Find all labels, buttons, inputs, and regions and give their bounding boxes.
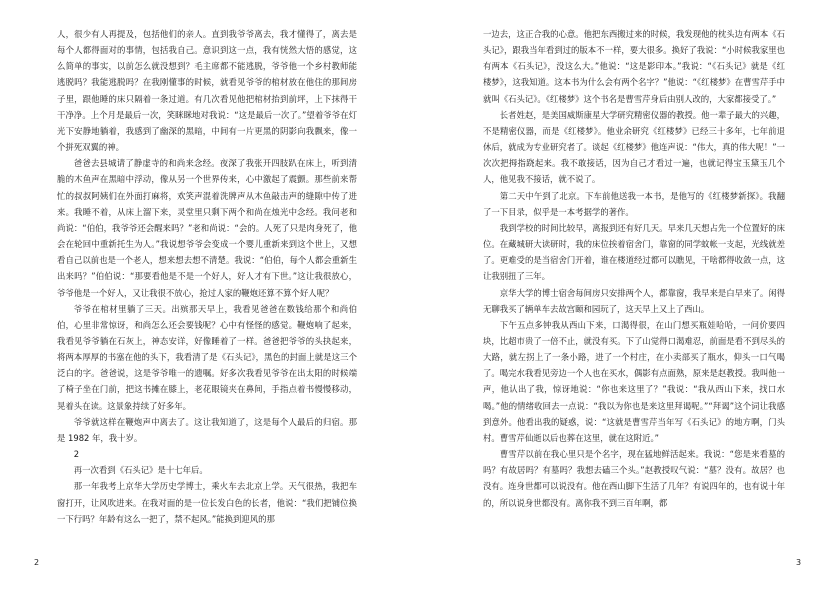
left-page-text	[57, 26, 357, 527]
paragraph: 我到学校的时间比较早，离报到还有好几天。早来几天想占先一个位置好的床位。在藏城研大读研时，我的床位挨着宿舍门，靠窗的同学蚊帐一支起，光线就差了。更难受的是当宿舍门开着，谁在楼道经过都可以瞧见，干啥都得收敛一点，这让我别扭了三年。	[483, 222, 785, 282]
paragraph: 京华大学的博士宿舍每间房只安排两个人，都靠窗，我早来是白早来了。闲得无聊我买了辆单车去故宫颐和园玩了，这天早上又上了西山。	[483, 287, 785, 314]
paragraph: 人，很少有人再提及，包括他们的亲人。直到我爷爷离去，我才懂得了，离去是每个人都得面对的事情，包括我自己。意识到这一点，我有恍然大悟的感觉，这么简单的事实，以前怎么就没想到？毛主席都不能逃脱，爷爷他一个乡村教师能逃脱吗？我能逃脱吗？在我刚懂事的时候，就看见爷爷的棺材放在他住的那间房子里，跟他睡的床只隔着一条过道。有几次看见他把棺材抬到前坪，上下抹得干干净净。上个月是最后一次，笑眯眯地对我说：“这是最后一次了。”望着爷爷在灯光下安静地躺着，我感到了幽深的黑暗，中间有一片更黑的阴影向我飘来，像一个拼死双翼的神。	[57, 29, 357, 153]
paragraph: 曹雪芹以前在我心里只是个名字，现在猛地鲜活起来。我说：“您是来看墓的吗？有故居吗？有墓吗？我想去磕三个头。”赵教授叹气说：“墓？没有。故居？也没有。连身世都可以说没有。他在西山脚下生活了几年？有说四年的，也有说十年的，所以说身世都没有。离你我不到三百年啊，都	[483, 449, 785, 508]
section-number: 2	[73, 449, 80, 460]
page-number: 2	[34, 558, 40, 567]
paragraph: 第二天中午到了北京。下车前他送我一本书，是他写的《红楼梦新探》。我翻了一下目录，似乎是一本考据学的著作。	[483, 190, 785, 217]
paragraph: 爷爷就这样在鞭炮声中离去了。这让我知道了，这是每个人最后的归宿。那是 1982 年，我十岁。	[57, 416, 357, 443]
paragraph: 爷爷在棺材里躺了三天。出殡那天早上，我看见爸爸在数钱给那个和尚伯伯，心里非常惊讶，和尚怎么还会要钱呢？心中有怪怪的感觉。鞭炮响了起来，我看见爷爷躺在石灰上，神态安详，好像睡着了一样。爸爸把爷爷的头抉起来，将两本厚厚的书塞在他的头下，我看清了是《石头记》，黑色的封面上就是这三个泛白的字。爸爸说，这是爷爷唯一的遗嘱。好多次我看见爷爷在出太阳的时候端了椅子坐在门前，把这书摊在膝上，老花眼镜夹在鼻间，手指点着书慢慢移动，晃着头在读。这景象持续了好多年。	[57, 303, 357, 411]
paragraph: 一边去，这正合我的心意。他把东西搬过来的时候，我发现他的枕头边有两本《石头记》，跟我当年看到过的版本不一样，要大很多。换好了我说：“小时候我家里也有两本《石头记》，没这么大。”他说：“这是影印本。”我说：“《石头记》就是《红楼梦》，这我知道。这本书为什么会有两个名字？”他说：“《红楼梦》在曹雪芹手中就叫《石头记》。《红楼梦》这个书名是曹雪芹身后由别人改的，大家都接受了。”	[483, 29, 785, 104]
right-page	[420, 0, 840, 596]
paragraph: 下午五点多钟我从西山下来，口渴得很，在山门想买瓶娃哈哈，一问价要四块，比超市贵了一倍不止，就没有买。下了山觉得口渴难忍，前面是看不到尽头的大路，就左拐上了一条小路，进了一个村庄，在小卖部买了瓶水，仰头一口气喝了。喝完水我看见旁边一个人也在买水，偶影有点面熟，原来是赵教授。我叫他一声，他认出了我，惊讶地说：“你也来这里了？”我说：“我从西山下来，找口水喝。”他的情绪收回去一点说：“我以为你也是来这里拜谒呢。”“拜谒”这个词让我感到意外。他看出我的疑惑，说：“这就是曹雪芹当年写《石头记》的地方啊，门头村。曹雪芹仙逝以后也葬在这里，就在这附近。”	[483, 319, 785, 443]
paragraph: 爸爸去县城请了静虚寺的和尚来念经。夜深了我张开四肢趴在床上，听到清脆的木鱼声在黑暗中浮动，像从另一个世界传来，心中激起了震颤。那些前来帮忙的叔叔阿姨们在外面打麻将，欢笑声混着洗牌声从木鱼敲击声的缝隙中传了进来。我睡不着，从床上溜下来，灵堂里只剩下两个和尚在烛光中念经。我问老和尚说：“伯伯，我爷爷还会醒来吗？”老和尚说：“会的。人死了只是肉身死了，他会在轮回中重新托生为人。”我说想爷爷会变成一个婴儿重新来到这个世上，又想看自己以前也是一个老人，想来想去想不清楚。我说：“伯伯，每个人都会重新生出来吗？”伯伯说：“那要看他是不是一个好人，好人才有下世。”这让我很放心，爷爷他是一个好人，又让我很不放心，抢过人家的鞭炮还算不算个好人呢？	[57, 158, 357, 298]
paragraph: 再一次看到《石头记》是十七年后。	[73, 465, 208, 476]
paragraph: 那一年我考上京华大学历史学博士，乘火车去北京上学。天气很热，我把车窗打开，让风吹进来。在我对面的是一位长发白色的长者，他说：“我们把铺位换一下行吗？年龄有这么一把了，禁不起风。”能换到迎风的那	[57, 481, 357, 524]
paragraph: 长者姓赵，是美国威斯康星大学研究精密仪器的教授。他一辈子最大的兴趣，不是精密仪器，而是《红楼梦》。他业余研究《红楼梦》已经三十多年，七年前退休后，就成为专业研究者了。谈起《红楼梦》他连声说：“伟大，真的伟大呢！”一次次把拇指跷起来。我不敢接话，因为自己才看过一遍，也就记得宝玉黛玉几个人，他见我不接话，就不说了。	[483, 109, 785, 185]
page-number: 3	[796, 558, 802, 567]
right-page-text	[483, 26, 785, 511]
